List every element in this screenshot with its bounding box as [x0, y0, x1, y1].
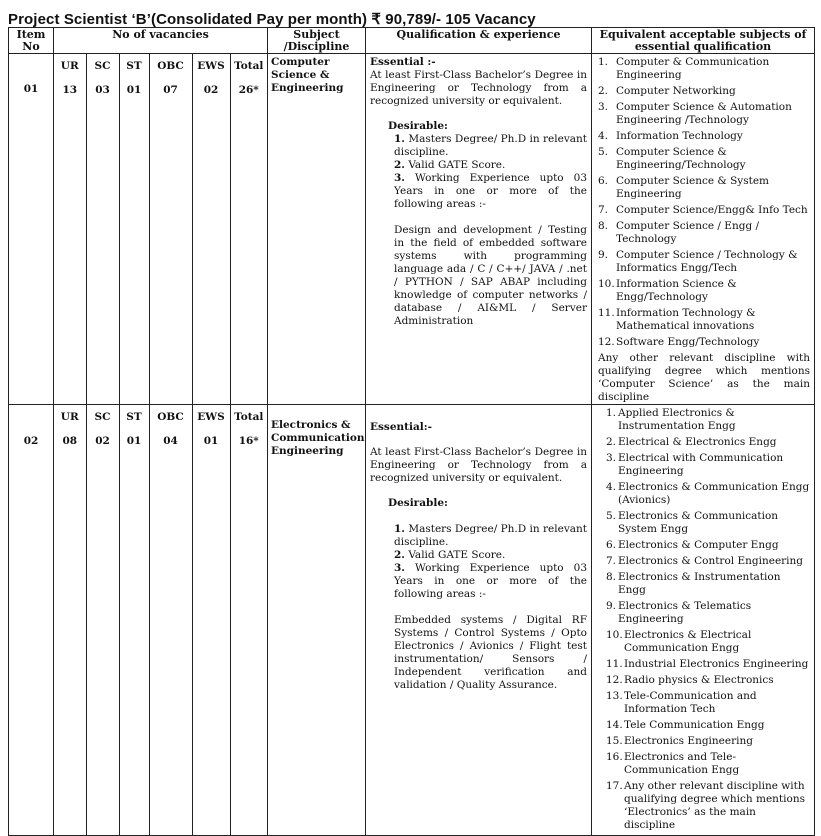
vacancy-value: 04	[149, 435, 192, 448]
vacancy-value: 13	[54, 84, 86, 97]
header-item-no: Item No	[9, 28, 54, 54]
desirable-list: 1. Masters Degree/ Ph.D in relevant discipline. 2. Valid GATE Score. 3. Working Experience upto 03 Years in one or more of the following areas :-	[394, 523, 587, 600]
list-item: 15. Electronics Engineering	[606, 735, 753, 747]
list-item: 10. Electronics & Electrical Communication Engg	[606, 629, 752, 654]
list-item: 9. Electronics & Telematics Engineering	[606, 600, 752, 625]
list-item: 9. Computer Science / Technology & Informatics Engg/Tech	[598, 249, 798, 274]
list-item: 10. Information Science & Engg/Technology	[598, 278, 737, 303]
experience-areas: Design and development / Testing in the field of embedded software systems with programming language ada / C / C++/ JAVA / .net / PYTHON / SAP ABAP including knowledge of computer networks / database / AI&ML / Server Administration	[394, 224, 587, 327]
table-row	[9, 405, 815, 836]
vacancy-total: 16*	[238, 435, 259, 447]
category-label: SC	[86, 405, 119, 435]
equivalent-subjects-cell	[592, 54, 815, 405]
equivalent-extra-note: Any other relevant discipline with qualifying degree which mentions ‘Computer Science’ as the main discipline	[598, 352, 810, 403]
list-item: 7. Electronics & Control Engineering	[606, 555, 804, 567]
desirable-item: Masters Degree/ Ph.D in relevant discipline.	[394, 523, 587, 548]
list-item: 1. Computer & Communication Engineering	[598, 56, 770, 81]
vacancy-grid	[54, 54, 267, 404]
header-equivalent: Equivalent acceptable subjects of essential qualification	[592, 28, 815, 54]
list-item: 1. Applied Electronics & Instrumentation Engg	[606, 407, 736, 432]
subject-discipline: Computer Science & Engineering	[268, 54, 366, 405]
list-item: 16. Electronics and Tele-Communication Engg	[606, 751, 740, 776]
category-label: EWS	[192, 405, 230, 435]
header-subject: Subject /Discipline	[268, 28, 366, 54]
desirable-label: Desirable:	[388, 120, 448, 132]
vacancy-cell	[54, 54, 268, 405]
item-number: 02	[9, 405, 54, 836]
category-label: OBC	[149, 405, 192, 435]
list-item: 3. Electrical with Communication Engineering	[606, 452, 784, 477]
category-label: OBC	[149, 54, 192, 84]
list-item: 11. Information Technology & Mathematical innovations	[598, 307, 756, 332]
equivalent-list	[606, 407, 810, 832]
essential-label: Essential:-	[370, 421, 433, 433]
list-item: 8. Electronics & Instrumentation Engg	[606, 571, 781, 596]
desirable-item: Working Experience upto 03 Years in one or more of the following areas :-	[394, 562, 587, 600]
qualification-cell	[366, 405, 592, 836]
header-qualification: Qualification & experience	[366, 28, 592, 54]
page-title: Project Scientist ‘B’(Consolidated Pay per month) ₹ 90,789/- 105 Vacancy	[8, 11, 536, 28]
list-item: 4. Electronics & Communication Engg (Avionics)	[606, 481, 810, 506]
category-label: ST	[119, 405, 149, 435]
category-label: Total	[234, 60, 264, 72]
essential-text: At least First-Class Bachelor’s Degree in Engineering or Technology from a recognized university or equivalent.	[370, 69, 587, 107]
list-item: 11. Industrial Electronics Engineering	[606, 658, 809, 670]
desirable-item: Valid GATE Score.	[408, 159, 506, 171]
vacancy-value: 01	[119, 435, 149, 448]
vacancy-value: 01	[119, 84, 149, 97]
essential-label: Essential :-	[370, 56, 436, 68]
desirable-list: 1. Masters Degree/ Ph.D in relevant discipline. 2. Valid GATE Score. 3. Working Experience upto 03 Years in one or more of the following areas :-	[394, 133, 587, 210]
list-item: 4. Information Technology	[598, 130, 743, 142]
experience-areas: Embedded systems / Digital RF Systems / Control Systems / Opto Electronics / Avionics / Flight test instrumentation/ Sensors / Independent verification and validation / Quality Assurance.	[394, 614, 587, 691]
category-label: ST	[119, 54, 149, 84]
vacancy-grid	[54, 405, 267, 835]
desirable-item: Masters Degree/ Ph.D in relevant discipline.	[394, 133, 587, 158]
vacancy-value: 07	[149, 84, 192, 97]
qualification-cell	[366, 54, 592, 405]
list-item: 2. Computer Networking	[598, 85, 736, 97]
list-item: 3. Computer Science & Automation Engineering /Technology	[598, 101, 792, 126]
header-row	[9, 28, 815, 54]
vacancy-value: 02	[86, 435, 119, 448]
list-item: 5. Electronics & Communication System Engg	[606, 510, 779, 535]
item-number: 01	[9, 54, 54, 405]
list-item: 5. Computer Science & Engineering/Technology	[598, 146, 746, 171]
category-label: UR	[54, 54, 86, 84]
equivalent-list	[598, 56, 810, 349]
vacancy-table	[8, 27, 815, 836]
list-item: 14. Tele Communication Engg	[606, 719, 765, 731]
subject-discipline: Electronics & Communication Engineering	[268, 405, 366, 836]
list-item: 12. Radio physics & Electronics	[606, 674, 774, 686]
list-item: 13. Tele-Communication and Information Tech	[606, 690, 757, 715]
desirable-item: Valid GATE Score.	[408, 549, 506, 561]
vacancy-value: 08	[54, 435, 86, 448]
list-item: 2. Electrical & Electronics Engg	[606, 436, 777, 448]
list-item: 6. Electronics & Computer Engg	[606, 539, 779, 551]
vacancy-value: 01	[192, 435, 230, 448]
list-item: 12. Software Engg/Technology	[598, 336, 760, 348]
vacancy-value: 03	[86, 84, 119, 97]
list-item: 8. Computer Science / Engg / Technology	[598, 220, 760, 245]
header-vacancies: No of vacancies	[54, 28, 268, 54]
category-label: EWS	[192, 54, 230, 84]
category-label: Total	[234, 411, 264, 423]
list-item: 7. Computer Science/Engg& Info Tech	[598, 204, 808, 216]
list-item: 6. Computer Science & System Engineering	[598, 175, 770, 200]
desirable-item: Working Experience upto 03 Years in one or more of the following areas :-	[394, 172, 587, 210]
table-row	[9, 54, 815, 405]
equivalent-subjects-cell	[592, 405, 815, 836]
desirable-label: Desirable:	[388, 497, 448, 509]
list-item: 17. Any other relevant discipline with qualifying degree which mentions ‘Electronics’ as the main discipline	[606, 780, 805, 831]
vacancy-total: 26*	[238, 84, 259, 96]
essential-text: At least First-Class Bachelor’s Degree in Engineering or Technology from a recognized university or equivalent.	[370, 446, 587, 484]
vacancy-value: 02	[192, 84, 230, 97]
vacancy-cell	[54, 405, 268, 836]
category-label: UR	[54, 405, 86, 435]
category-label: SC	[86, 54, 119, 84]
